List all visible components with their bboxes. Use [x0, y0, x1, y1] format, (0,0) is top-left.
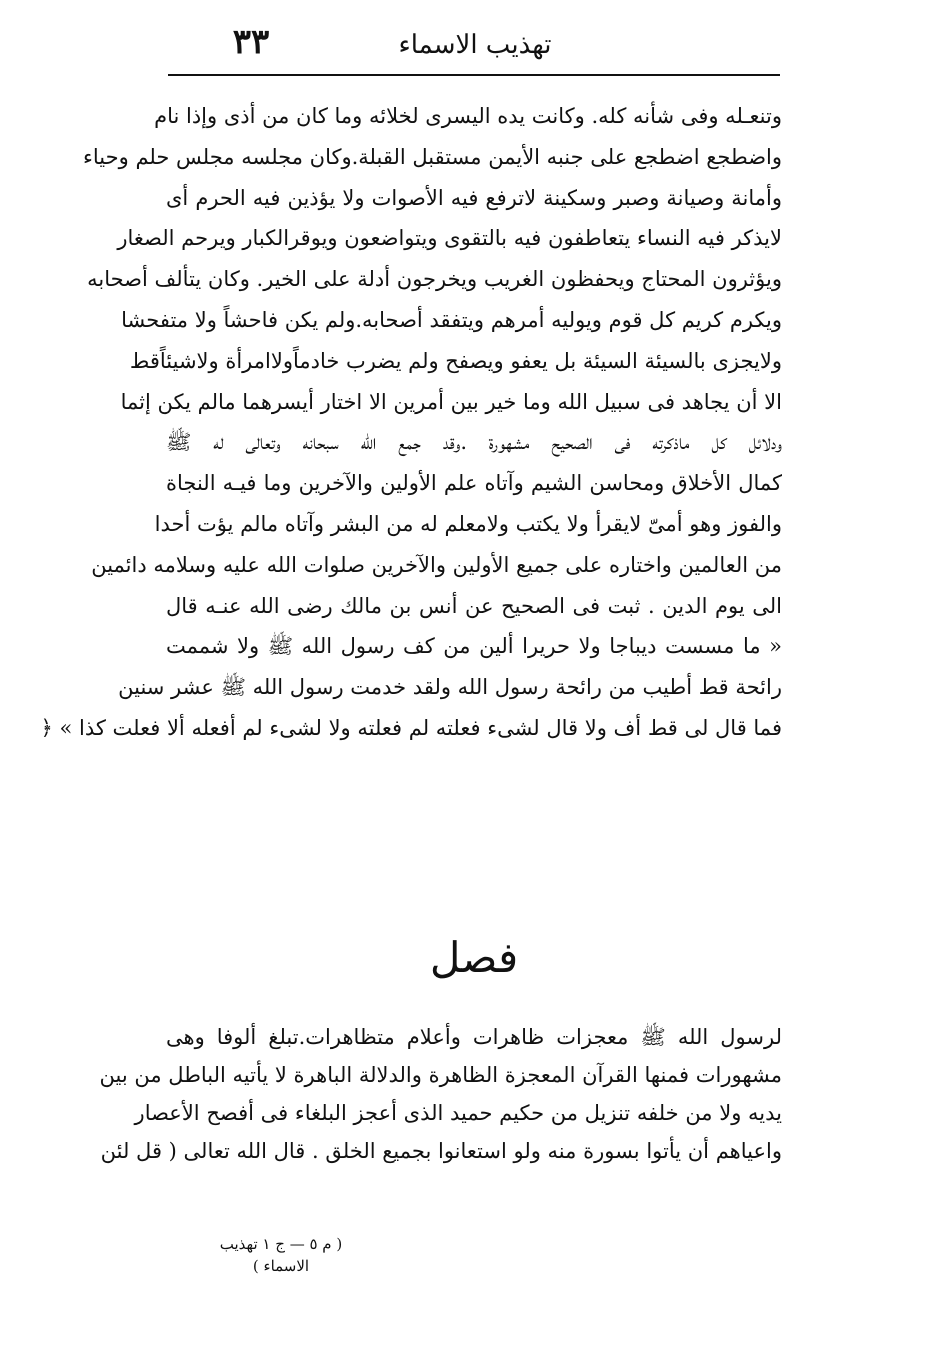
section-heading: فصل — [429, 933, 519, 982]
section-line: واعياهم أن يأتوا بسورة منه ولو استعانوا بجميع الخلق . قال الله تعالى ( قل لئن — [100, 1139, 782, 1163]
body-line: ويؤثرون المحتاج ويحفظون الغريب ويخرجون أدلة على الخير. وكان يتألف أصحابه — [87, 267, 782, 292]
body-line: كمال الأخلاق ومحاسن الشيم وآتاه علم الأولين والآخرين وما فيـه النجاة — [166, 471, 782, 496]
body-line: ويكرم كريم كل قوم ويوليه أمرهم ويتفقد أصحابه.ولم يكن فاحشاً ولا متفحشا — [121, 307, 782, 332]
section-line: يديه ولا من خلفه تنزيل من حكيم حميد الذى أعجز البلغاء فى أفصح الأعصار — [134, 1101, 782, 1125]
header-rule — [168, 74, 780, 76]
body-line: « ما مسست ديباجا ولا حريرا ألين من كف رسول الله ﷺ ولا شممت — [166, 634, 782, 659]
body-line: فما قال لى قط أف ولا قال لشىء فعلته لم فعلته ولا لشىء لم أفعله ألا فعلت كذا » ﴿ — [40, 715, 782, 740]
body-line: الا أن يجاهد فى سبيل الله وما خير بين أمرين الا اختار أيسرهما مالم يكن إثما — [120, 389, 782, 414]
body-line: والفوز وهو أمىّ لايقرأ ولا يكتب ولامعلم له من البشر وآتاه مالم يؤت أحدا — [154, 511, 782, 536]
body-text — [40, 96, 782, 749]
page-number: ٣٣ — [232, 22, 270, 62]
body-line: وأمانة وصيانة وصبر وسكينة لاترفع فيه الأصوات ولا يؤذين فيه الحرم أى — [166, 185, 782, 210]
section-text — [99, 1018, 782, 1170]
section-line: لرسول الله ﷺ معجزات ظاهرات وأعلام متظاهرات.تبلغ ألوفا وهى — [166, 1025, 782, 1049]
footer-signature: ( م ٥ — ج ١ تهذيب الاسماء ) — [219, 1235, 343, 1275]
body-line: ودلائل كل ماذكرته فى الصحيح مشهورة .وقد جمع الله سبحانه وتعالى له ﷺ — [166, 430, 782, 455]
body-line: من العالمين واختاره على جميع الأولين والآخرين صلوات الله عليه وسلامه دائمين — [91, 552, 782, 577]
body-line: رائحة قط أطيب من رائحة رسول الله ولقد خدمت رسول الله ﷺ عشر سنين — [118, 675, 782, 700]
body-line: لايذكر فيه النساء يتعاطفون فيه بالتقوى ويتواضعون ويوقرالكبار ويرحم الصغار — [117, 226, 782, 251]
body-line: ولايجزى بالسيئة السيئة بل يعفو ويصفح ولم يضرب خادماًولاامرأة ولاشيئاًقط — [129, 348, 782, 373]
body-line: وتنعـله وفى شأنه كله. وكانت يده اليسرى لخلائه وما كان من أذى وإذا نام — [154, 104, 782, 128]
section-line: مشهورات فمنها القرآن المعجزة الظاهرة والدلالة الباهرة لا يأتيه الباطل من بين — [99, 1063, 782, 1087]
running-header-title: تهذيب الاسماء — [398, 30, 552, 60]
body-line: واضطجع اضطجع على جنبه الأيمن مستقبل القبلة.وكان مجلسه مجلس حلم وحياء — [83, 144, 782, 169]
body-line: الى يوم الدين . ثبت فى الصحيح عن أنس بن مالك رضى الله عنـه قال — [166, 593, 782, 618]
